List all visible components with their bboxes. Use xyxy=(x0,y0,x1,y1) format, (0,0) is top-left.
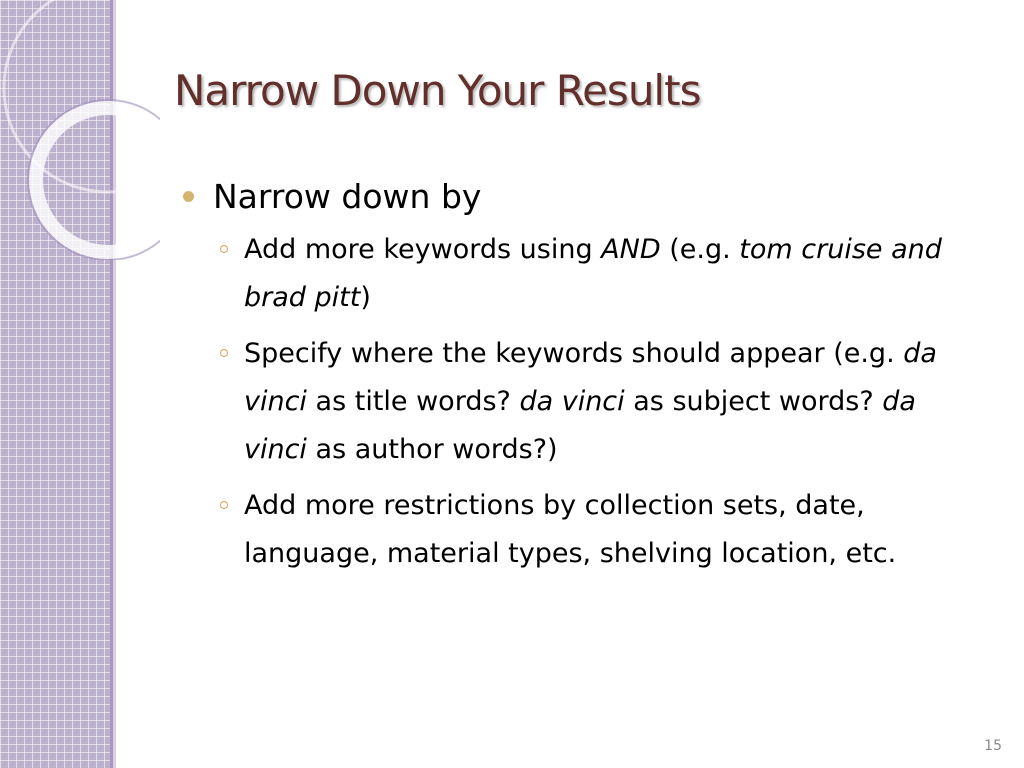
sub-bullet-keywords xyxy=(218,226,984,322)
sub-bullet-text: as title words? xyxy=(306,386,520,417)
page-number: 15 xyxy=(984,738,1002,754)
ring-lower-outline xyxy=(28,100,160,260)
ring-lower xyxy=(36,108,160,252)
sub-bullet-text: (e.g. xyxy=(660,234,740,265)
sub-bullet-ring-icon xyxy=(220,501,228,509)
sub-bullet-text: ) xyxy=(360,282,371,313)
decorative-rings xyxy=(0,0,160,260)
sub-bullet-italic: tom cruise and brad pitt xyxy=(244,234,942,313)
ring-upper xyxy=(4,0,160,192)
sub-bullet-ring-icon xyxy=(220,245,228,253)
sub-bullet-restrictions xyxy=(218,482,984,578)
sub-bullet-text: Add more restrictions by collection sets, date, language, material types, shelving location, etc. xyxy=(244,490,897,569)
bullet-dot-icon xyxy=(183,191,194,202)
slide-body xyxy=(180,172,1010,586)
sub-bullet-italic: AND xyxy=(601,234,661,265)
sub-bullet-fields xyxy=(218,330,984,474)
sub-bullet-text: as subject words? xyxy=(624,386,883,417)
sub-bullet-text: Specify where the keywords should appear (e.g. xyxy=(244,338,904,369)
bullet-text: Narrow down by xyxy=(213,177,482,216)
sub-bullet-italic: da vinci xyxy=(244,386,916,465)
bullet-item xyxy=(180,172,1010,222)
sub-bullet-text: Add more keywords using xyxy=(244,234,602,265)
slide-title: Narrow Down Your Results xyxy=(174,66,701,115)
sub-bullet-italic: da vinci xyxy=(519,386,625,417)
sub-bullet-ring-icon xyxy=(220,349,228,357)
sub-bullet-italic: da vinci xyxy=(244,338,937,417)
sub-bullet-text: as author words?) xyxy=(306,434,558,465)
